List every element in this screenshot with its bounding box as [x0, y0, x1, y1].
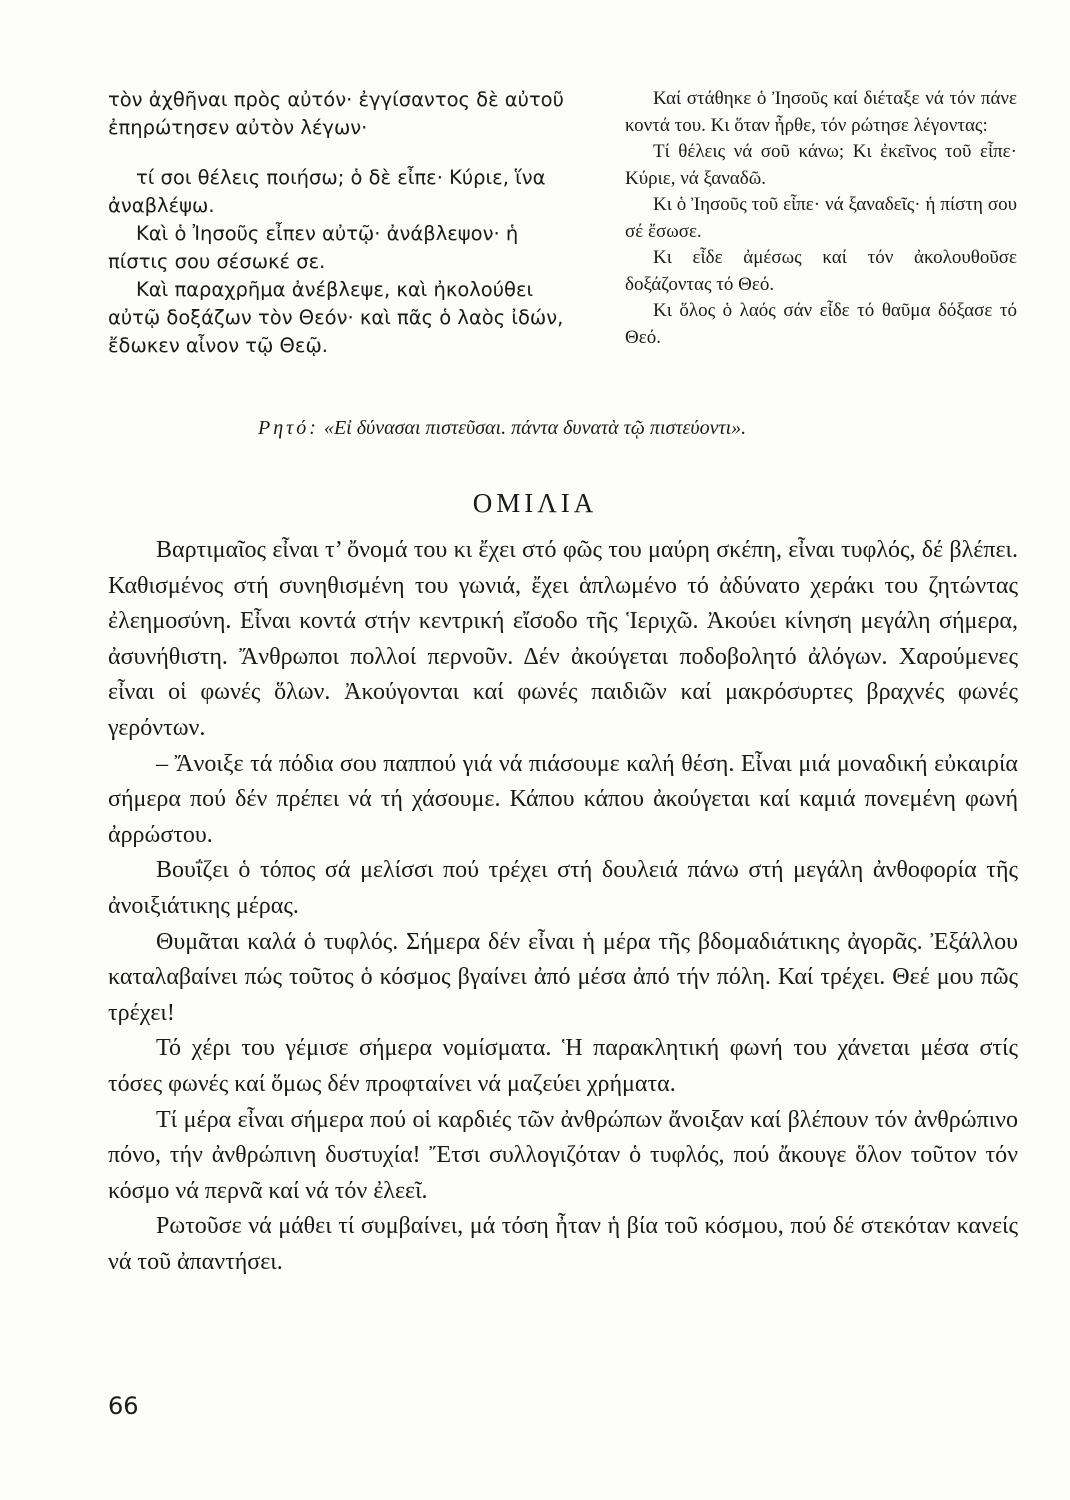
translation-paragraph: Κι ὅλος ὁ λαός σάν εἶδε τό θαῦμα δόξασε τό Θεό.	[625, 300, 1017, 348]
verse-quote	[258, 414, 1018, 442]
homily-paragraph: Τί μέρα εἶναι σήμερα πού οἱ καρδιές τῶν ἀνθρώπων ἄνοιξαν καί βλέπουν τόν ἀνθρώπινο πόνο, τήν ἀνθρώπινη δυστυχία! Ἔτσι συλλογιζόταν ὁ τυφλός, πού ἄκουγε ὅλον τοῦτον τόν κόσμο νά περνᾶ καί νά τόν ἐλεεῖ.	[108, 1106, 1018, 1204]
homily-body	[108, 533, 1018, 1280]
homily-paragraph: – Ἄνοιξε τά πόδια σου παππού γιά νά πιάσουμε καλή θέση. Εἶναι μιά μοναδική εὐκαιρία σήμερα πού δέν πρέπει νά τή χάσουμε. Κάπου κάπου ἀκούγεται καί καμιά πονεμένη φωνή ἀρρώστου.	[108, 750, 1018, 848]
ancient-paragraph: τί σοι θέλεις ποιήσω; ὁ δὲ εἶπε· Κύριε, ἵνα ἀναβλέψω.	[108, 166, 546, 217]
translation-paragraph: Καί στάθηκε ὁ Ἰησοῦς καί διέταξε νά τόν πάνε κοντά του. Κι ὅταν ἦρθε, τόν ρώτησε λέγοντας:	[625, 88, 1017, 136]
translation-paragraph: Τί θέλεις νά σοῦ κάνω; Κι ἐκεῖνος τοῦ εἶπε· Κύριε, νά ξαναδῶ.	[625, 141, 1017, 189]
translation-paragraph: Κι εἶδε ἀμέσως καί τόν ἀκολουθοῦσε δοξάζοντας τό Θεό.	[625, 247, 1017, 295]
translation-column	[625, 86, 1017, 351]
ancient-paragraph: Καὶ παραχρῆμα ἀνέβλεψε, καὶ ἠκολούθει αὐτῷ δοξάζων τὸν Θεόν· καὶ πᾶς ὁ λαὸς ἰδών, ἔδωκεν αἶνον τῷ Θεῷ.	[108, 278, 564, 357]
homily-paragraph: Θυμᾶται καλά ὁ τυφλός. Σήμερα δέν εἶναι ἡ μέρα τῆς βδομαδιάτικης ἀγορᾶς. Ἐξάλλου καταλαβαίνει πώς τοῦτος ὁ κόσμος βγαίνει ἀπό μέσα ἀπό τήν πόλη. Καί τρέχει. Θεέ μου πῶς τρέχει!	[108, 928, 1018, 1026]
homily-paragraph: Βουΐζει ὁ τόπος σά μελίσσι πού τρέχει στή δουλειά πάνω στή μεγάλη ἀνθοφορία τῆς ἀνοιξιάτικης μέρας.	[108, 857, 1018, 919]
ancient-paragraph: Καὶ ὁ Ἰησοῦς εἶπεν αὐτῷ· ἀνάβλεψον· ἡ πίστις σου σέσωκέ σε.	[108, 222, 519, 273]
page-number: 66	[108, 1392, 139, 1420]
translation-paragraph: Κι ὁ Ἰησοῦς τοῦ εἶπε· νά ξαναδεῖς· ἡ πίστη σου σέ ἔσωσε.	[625, 194, 1017, 242]
verse-quote-text: «Εἰ δύνασαι πιστεῦσαι. πάντα δυνατὰ τῷ πιστεύοντι».	[323, 417, 747, 439]
homily-paragraph: Τό χέρι του γέμισε σήμερα νομίσματα. Ἡ παρακλητική φωνή του χάνεται μέσα στίς τόσες φωνές καί ὅμως δέν προφταίνει νά μαζεύει χρήματα.	[108, 1035, 1018, 1097]
homily-paragraph: Βαρτιμαῖος εἶναι τ’ ὄνομά του κι ἔχει στό φῶς του μαύρη σκέπη, εἶναι τυφλός, δέ βλέπει. Καθισμένος στή συνηθισμένη του γωνιά, ἔχει ἁπλωμένο τό ἀδύνατο χεράκι του ζητώντας ἐλεημοσύνη. Εἶναι κοντά στήν κεντρική εἴσοδο τῆς Ἱεριχῶ. Ἀκούει κίνηση μεγάλη σήμερα, ἀσυνήθιστη. Ἄνθρωποι πολλοί περνοῦν. Δέν ἀκούγεται ποδοβολητό ἀλόγων. Χαρούμενες εἶναι οἱ φωνές ὅλων. Ἀκούγονται καί φωνές παιδιῶν καί μακρόσυρτες βραχνές φωνές γερόντων.	[108, 537, 1018, 741]
ancient-text-column	[108, 86, 568, 360]
ancient-paragraph: τὸν ἀχθῆναι πρὸς αὐτόν· ἐγγίσαντος δὲ αὐτοῦ ἐπηρώτησεν αὐτὸν λέγων·	[108, 88, 564, 139]
verse-quote-label: Ρητό:	[258, 417, 319, 439]
section-title: ΟΜΙΛΙΑ	[472, 488, 598, 518]
homily-paragraph: Ρωτοῦσε νά μάθει τί συμβαίνει, μά τόση ἦταν ἡ βία τοῦ κόσμου, πού δέ στεκόταν κανείς νά τοῦ ἀπαντήσει.	[108, 1213, 1018, 1275]
